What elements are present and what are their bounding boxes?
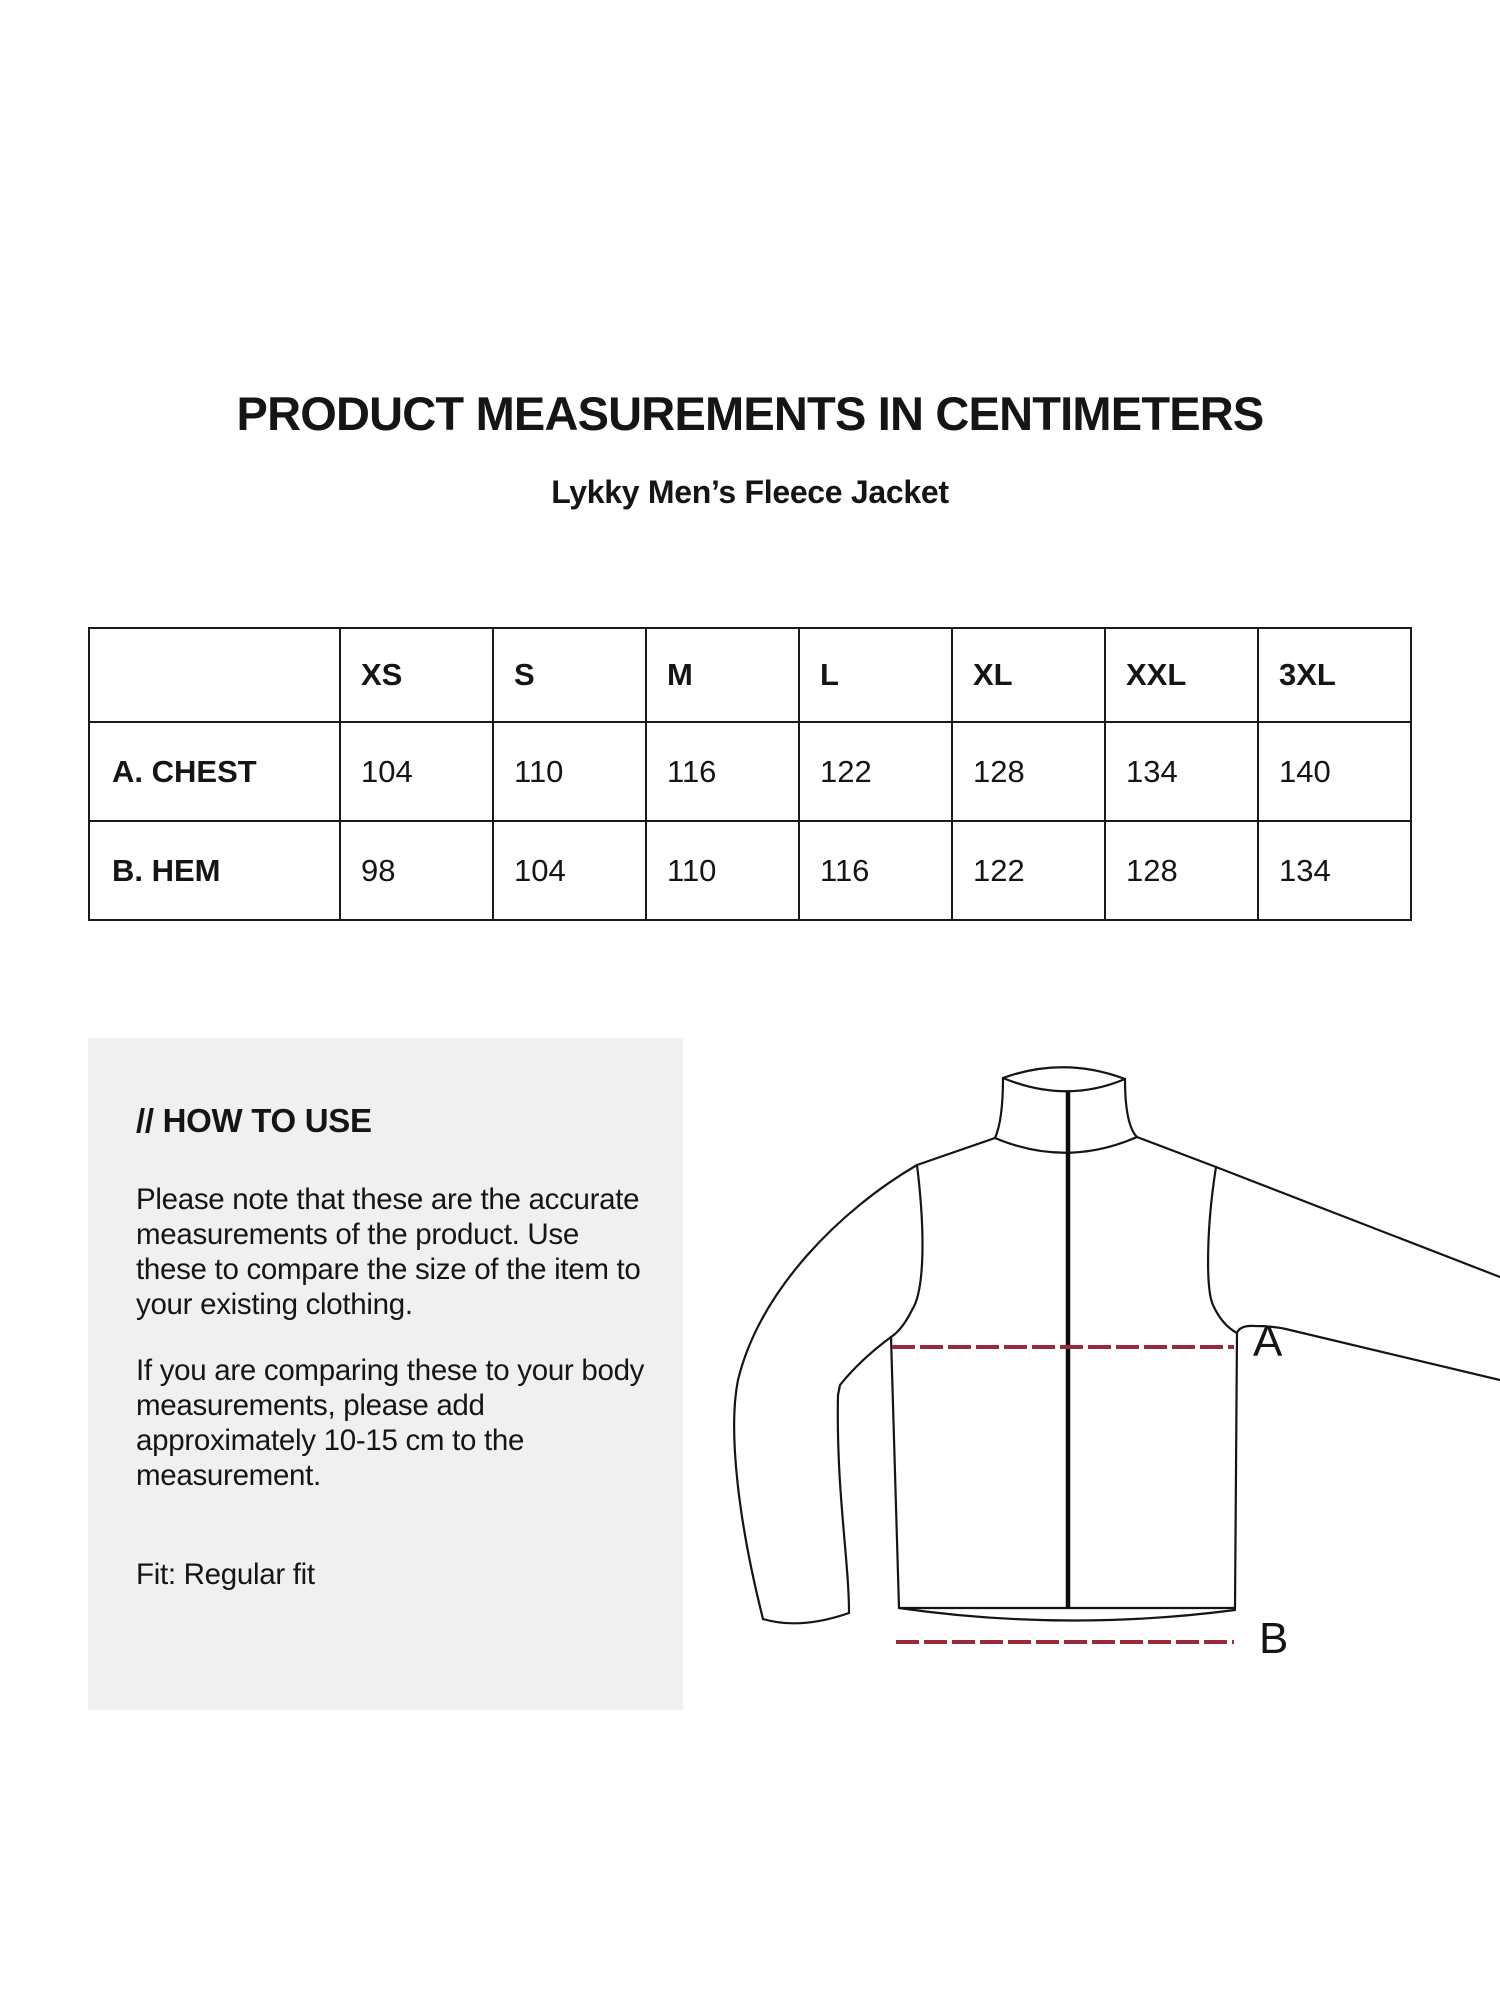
row-label-hem: B. HEM [89,821,340,920]
page-title: PRODUCT MEASUREMENTS IN CENTIMETERS [236,387,1264,440]
table-cell: 116 [799,821,952,920]
collar-right-edge [1125,1079,1137,1137]
how-to-use-heading: // HOW TO USE [136,1102,372,1139]
collar-left-edge [995,1078,1003,1138]
table-cell: 128 [952,722,1105,821]
fit-info: Fit: Regular fit [136,1558,315,1591]
table-cell: 128 [1105,821,1258,920]
table-cell: 134 [1105,722,1258,821]
table-cell: 140 [1258,722,1411,821]
collar-top-outline [1003,1067,1125,1079]
table-cell: 104 [493,821,646,920]
table-cell: 116 [646,722,799,821]
body-right-side [1235,1333,1237,1608]
table-cell: 98 [340,821,493,920]
right-sleeve-outer [1216,1167,1500,1277]
size-header-m: M [646,628,799,722]
size-header-3xl: 3XL [1258,628,1411,722]
size-header-xxl: XXL [1105,628,1258,722]
left-shoulder [917,1138,995,1165]
row-label-chest: A. CHEST [89,722,340,821]
hem-marker-label: B [1259,1614,1289,1663]
how-to-use-body-tip: If you are comparing these to your body measurements, please add approximately 10-15 cm to the measurement. [136,1354,645,1492]
table-cell: 122 [799,722,952,821]
collar-inner-outline [1003,1078,1125,1091]
chest-marker-label: A [1253,1317,1283,1366]
table-cell: 104 [340,722,493,821]
table-cell: 122 [952,821,1105,920]
body-left-side [891,1337,899,1608]
left-sleeve-cuff [763,1613,849,1623]
product-name: Lykky Men’s Fleece Jacket [551,474,949,510]
right-armhole [1208,1167,1237,1333]
left-armhole [891,1165,922,1337]
table-cell: 134 [1258,821,1411,920]
table-cell: 110 [646,821,799,920]
size-header-l: L [799,628,952,722]
hem-band [899,1608,1235,1621]
table-cell: 110 [493,722,646,821]
left-sleeve-inner [838,1337,891,1613]
size-header-xs: XS [340,628,493,722]
how-to-use-note: Please note that these are the accurate measurements of the product. Use these to compare the size of the item to your existing clothing. [136,1183,641,1321]
size-header-xl: XL [952,628,1105,722]
right-shoulder [1137,1137,1216,1167]
size-header-s: S [493,628,646,722]
left-sleeve-outer [734,1165,917,1619]
